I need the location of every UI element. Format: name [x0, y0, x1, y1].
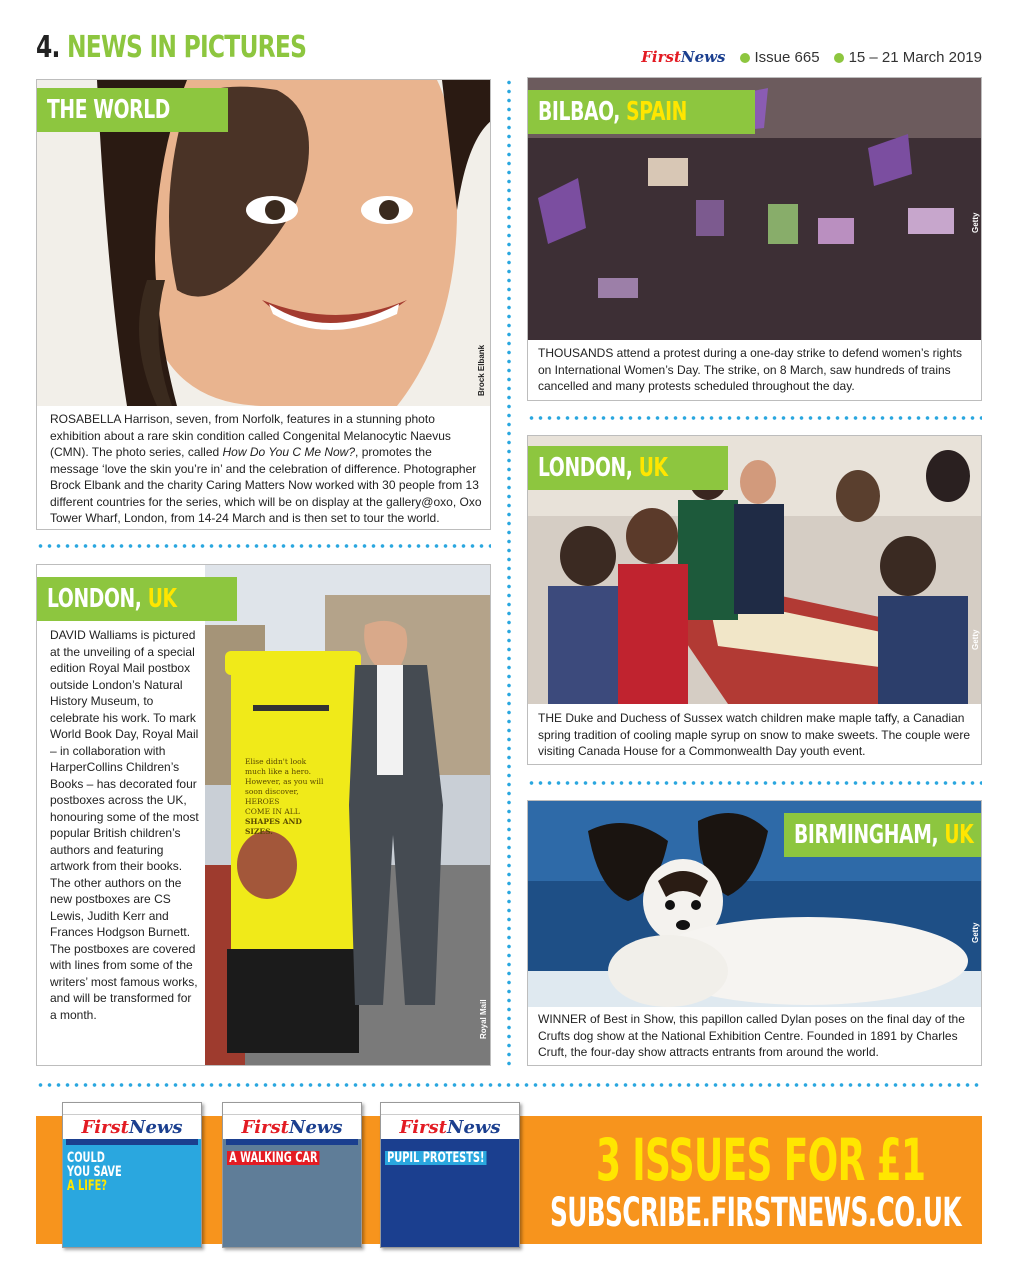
- story-the-world: [36, 79, 491, 530]
- postbox-quote: Elise didn't look much like a hero. However, as you will soon discover, HEROES COME IN ALL SHAPES AND SIZES.: [245, 757, 324, 836]
- story-caption: THE Duke and Duchess of Sussex watch children make maple taffy, a Canadian spring tradition of cooling maple syrup on snow to make sweets. The couple were visiting Canada House for a Commonwealth Day youth event.: [538, 711, 971, 758]
- issue-number: Issue 665: [740, 49, 820, 66]
- photo-credit: Royal Mail: [479, 999, 488, 1039]
- promo-offer: 3 ISSUES FOR £1: [596, 1126, 926, 1194]
- story-caption: DAVID Walliams is pictured at the unveiling of a special edition Royal Mail postbox outside London’s Natural History Museum, to celebrate his work. To mark World Book Day, Royal Mail – in collaboration with HarperCollins Children’s Books – has decorated four postboxes across the UK, honouring some of the most popular British children’s authors and featuring artwork from their books. The other authors on the new postboxes are CS Lewis, Judith Kerr and Frances Hodgson Burnett. The postboxes are covered with lines from some of the writers’ most famous works, and will be transformed for a month.: [50, 628, 199, 1022]
- photo-credit: Brock Elbank: [477, 344, 486, 396]
- issue-cover: First News COULD YOU SAVE A LIFE?: [62, 1102, 202, 1248]
- cover-headline: PUPIL PROTESTS!: [385, 1151, 487, 1165]
- story-caption: THOUSANDS attend a protest during a one-day strike to defend women’s rights on International Women’s Day. The strike, on 8 March, saw hundreds of trains cancelled and many protests scheduled throughout the day.: [538, 346, 962, 393]
- section-divider: [36, 1083, 982, 1087]
- cover-headline: A WALKING CAR: [227, 1151, 320, 1165]
- subscribe-link[interactable]: SUBSCRIBE.FIRSTNEWS.CO.UK: [550, 1190, 961, 1236]
- issue-cover: First News A WALKING CAR: [222, 1102, 362, 1248]
- section-divider: [36, 544, 491, 548]
- page-number: 4.: [36, 30, 60, 65]
- location-tag: THE WORLD: [37, 88, 228, 132]
- brand-logo: FirstNews: [641, 48, 726, 66]
- photo-credit: Getty: [971, 212, 980, 233]
- location-tag: LONDON, UK: [37, 577, 237, 621]
- photo-credit: Getty: [971, 922, 980, 943]
- section-divider: [527, 416, 982, 420]
- issue-meta: [641, 48, 982, 66]
- section-title: NEWS IN PICTURES: [66, 30, 307, 65]
- page-title: [36, 30, 306, 65]
- cover-headline: YOU SAVE: [67, 1164, 122, 1180]
- page-header: [36, 30, 982, 74]
- location-tag: BIRMINGHAM, UK: [784, 813, 982, 857]
- cover-headline: A LIFE?: [67, 1178, 107, 1194]
- column-divider: [507, 78, 511, 1068]
- cover-headline: COULD: [67, 1150, 105, 1166]
- subscription-banner[interactable]: [36, 1116, 982, 1244]
- story-london-walliams: [36, 564, 491, 1066]
- bullet-icon: [740, 53, 750, 63]
- section-divider: [527, 781, 982, 785]
- story-bilbao: [527, 77, 982, 401]
- story-caption: WINNER of Best in Show, this papillon called Dylan poses on the final day of the Crufts dog show at the National Exhibition Centre. Founded in 1891 by Charles Cruft, the four-day show attracts entrants from around the world.: [538, 1012, 965, 1059]
- bullet-icon: [834, 53, 844, 63]
- issue-date: 15 – 21 March 2019: [834, 49, 982, 66]
- location-tag: BILBAO, SPAIN: [528, 90, 755, 134]
- story-birmingham: [527, 800, 982, 1066]
- story-caption: ROSABELLA Harrison, seven, from Norfolk, features in a stunning photo exhibition about a rare skin condition called Congenital Melanocytic Naevus (CMN). The photo series, called How Do You C Me Now?, promotes the message ‘love the skin you’re in’ and the celebration of difference. Photographer Brock Elbank and the charity Caring Matters Now worked with 30 people from 13 different countries for the series, which will be on display at the gallery@oxo, Oxo Tower Wharf, London, from 14-24 March and is then set to tour the world.: [50, 412, 482, 525]
- issue-cover: First News PUPIL PROTESTS!: [380, 1102, 520, 1248]
- photo-credit: Getty: [971, 629, 980, 650]
- location-tag: LONDON, UK: [528, 446, 728, 490]
- story-london-sussex: [527, 435, 982, 765]
